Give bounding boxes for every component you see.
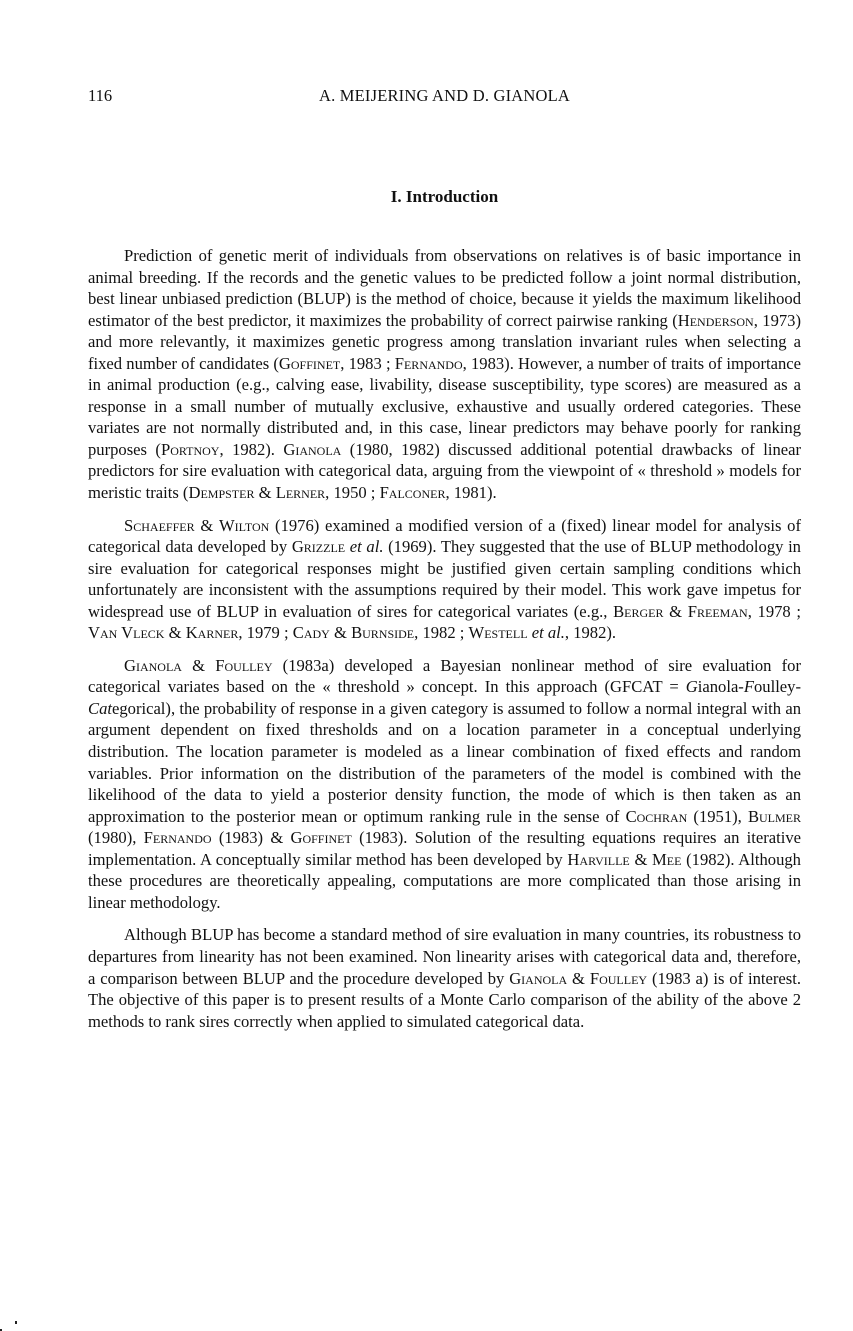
page-number: 116 — [88, 86, 113, 105]
cited-author: Bulmer — [747, 806, 802, 826]
cited-author: Van Vleck — [88, 623, 165, 643]
cited-author: Goffinet — [278, 353, 341, 373]
italic-text: et al. — [349, 537, 384, 557]
cited-author: Falconer — [379, 483, 446, 503]
cited-author: Freeman — [687, 601, 748, 621]
cited-author: Fernando — [143, 828, 212, 848]
paragraph-2: Schaeffer & Wilton (1976) examined a modified version of a (fixed) linear model for analysis of categorical data developed by Grizzle et al. (1969). They suggested that the use of BLUP methodology in sire evaluation for categorical responses might be justified given certain sampling conditions which unfortunately are inconsistent with the assumptions required by their model. This work gave impetus for widespread use of BLUP in evaluation of sires for categorical variates (e.g., Berger & Freeman, 1978 ; Van Vleck & Karner, 1979 ; Cady & Burnside, 1982 ; Westell et al., 1982). — [88, 515, 801, 643]
cited-author: Lerner — [275, 483, 326, 503]
cited-author: Cady — [292, 623, 330, 643]
cited-author: Henderson — [677, 310, 754, 330]
cited-author: Karner — [185, 623, 239, 643]
cited-author: Cochran — [625, 806, 688, 826]
cited-author: Harville — [567, 849, 630, 869]
running-head-authors: A. MEIJERING AND D. GIANOLA — [318, 86, 571, 105]
cited-author: Berger — [613, 601, 664, 621]
cited-author: Grizzle — [291, 537, 346, 557]
paragraph-3: Gianola & Foulley (1983a) developed a Bayesian nonlinear method of sire evaluation for categorical variates based on the « threshold » concept. In this approach (GFCAT = Gianola-Foulley-Categorical), the probability of response in a given category is assumed to follow a normal integral with an argument dependent on fixed thresholds and on a location parameter in a conceptual underlying distribution. The location parameter is modeled as a linear combination of fixed effects and random variables. Prior information on the distribution of the parameters of the model is combined with the likelihood of the data to yield a posterior density function, the mode of which is then taken as an approximation to the posterior mean or optimum ranking rule in the sense of Cochran (1951), Bulmer (1980), Fernando (1983) & Goffinet (1983). Solution of the resulting equations requires an iterative implementation. A conceptually similar method has been developed by Harville & Mee (1982). Although these procedures are theoretically appealing, computations are more complicated than those arising in linear methodology. — [88, 655, 802, 912]
cited-author: Foulley — [215, 655, 273, 675]
cited-author: Westell — [468, 623, 528, 643]
scan-speck — [15, 1321, 17, 1324]
cited-author: Gianola — [283, 439, 342, 459]
italic-text: Cat — [88, 698, 112, 718]
italic-text: F — [743, 677, 754, 697]
body-text — [88, 245, 801, 1032]
cited-author: Portnoy — [160, 439, 220, 459]
cited-author: Dempster — [188, 483, 255, 503]
cited-author: Fernando — [394, 353, 463, 373]
cited-author: Burnside — [351, 623, 415, 643]
cited-author: Gianola — [509, 968, 568, 988]
italic-text: G — [685, 677, 698, 697]
cited-author: Schaeffer — [124, 515, 195, 535]
section-title: I. Introduction — [390, 187, 499, 206]
running-head — [88, 86, 801, 108]
cited-author: Mee — [652, 849, 682, 869]
italic-text: et al. — [531, 623, 565, 643]
paragraph-1: Prediction of genetic merit of individuals from observations on relatives is of basic importance in animal breeding. If the records and the genetic values to be predicted follow a joint normal distribution, best linear unbiased prediction (BLUP) is the method of choice, because it yields the maximum likelihood estimator of the best predictor, it maximizes the probability of correct pairwise ranking (Henderson, 1973) and more relevantly, it maximizes genetic progress among translation invariant rules when selecting a fixed number of candidates (Goffinet, 1983 ; Fernando, 1983). However, a number of traits of importance in animal production (e.g., calving ease, livability, disease susceptibility, type scores) are measured as a response in a small number of mutually exclusive, exhaustive and usually ordered categories. These variates are not normally distributed and, in this case, linear predictors may behave poorly for ranking purposes (Portnoy, 1982). Gianola (1980, 1982) discussed additional potential drawbacks of linear predictors for sire evaluation with categorical data, arguing from the viewpoint of « threshold » models for meristic traits (Dempster & Lerner, 1950 ; Falconer, 1981). — [88, 246, 802, 503]
cited-author: Gianola — [124, 655, 182, 675]
cited-author: Goffinet — [290, 828, 352, 848]
paragraph-4: Although BLUP has become a standard method of sire evaluation in many countries, its robustness to departures from linearity has not been examined. Non linearity arises with categorical data and, therefore, a comparison between BLUP and the procedure developed by Gianola & Foulley (1983 a) is of interest. The objective of this paper is to present results of a Monte Carlo comparison of the ability of the above 2 methods to rank sires correctly when applied to simulated categorical data. — [88, 925, 801, 1031]
cited-author: Foulley — [589, 968, 648, 988]
cited-author: Wilton — [218, 515, 270, 535]
